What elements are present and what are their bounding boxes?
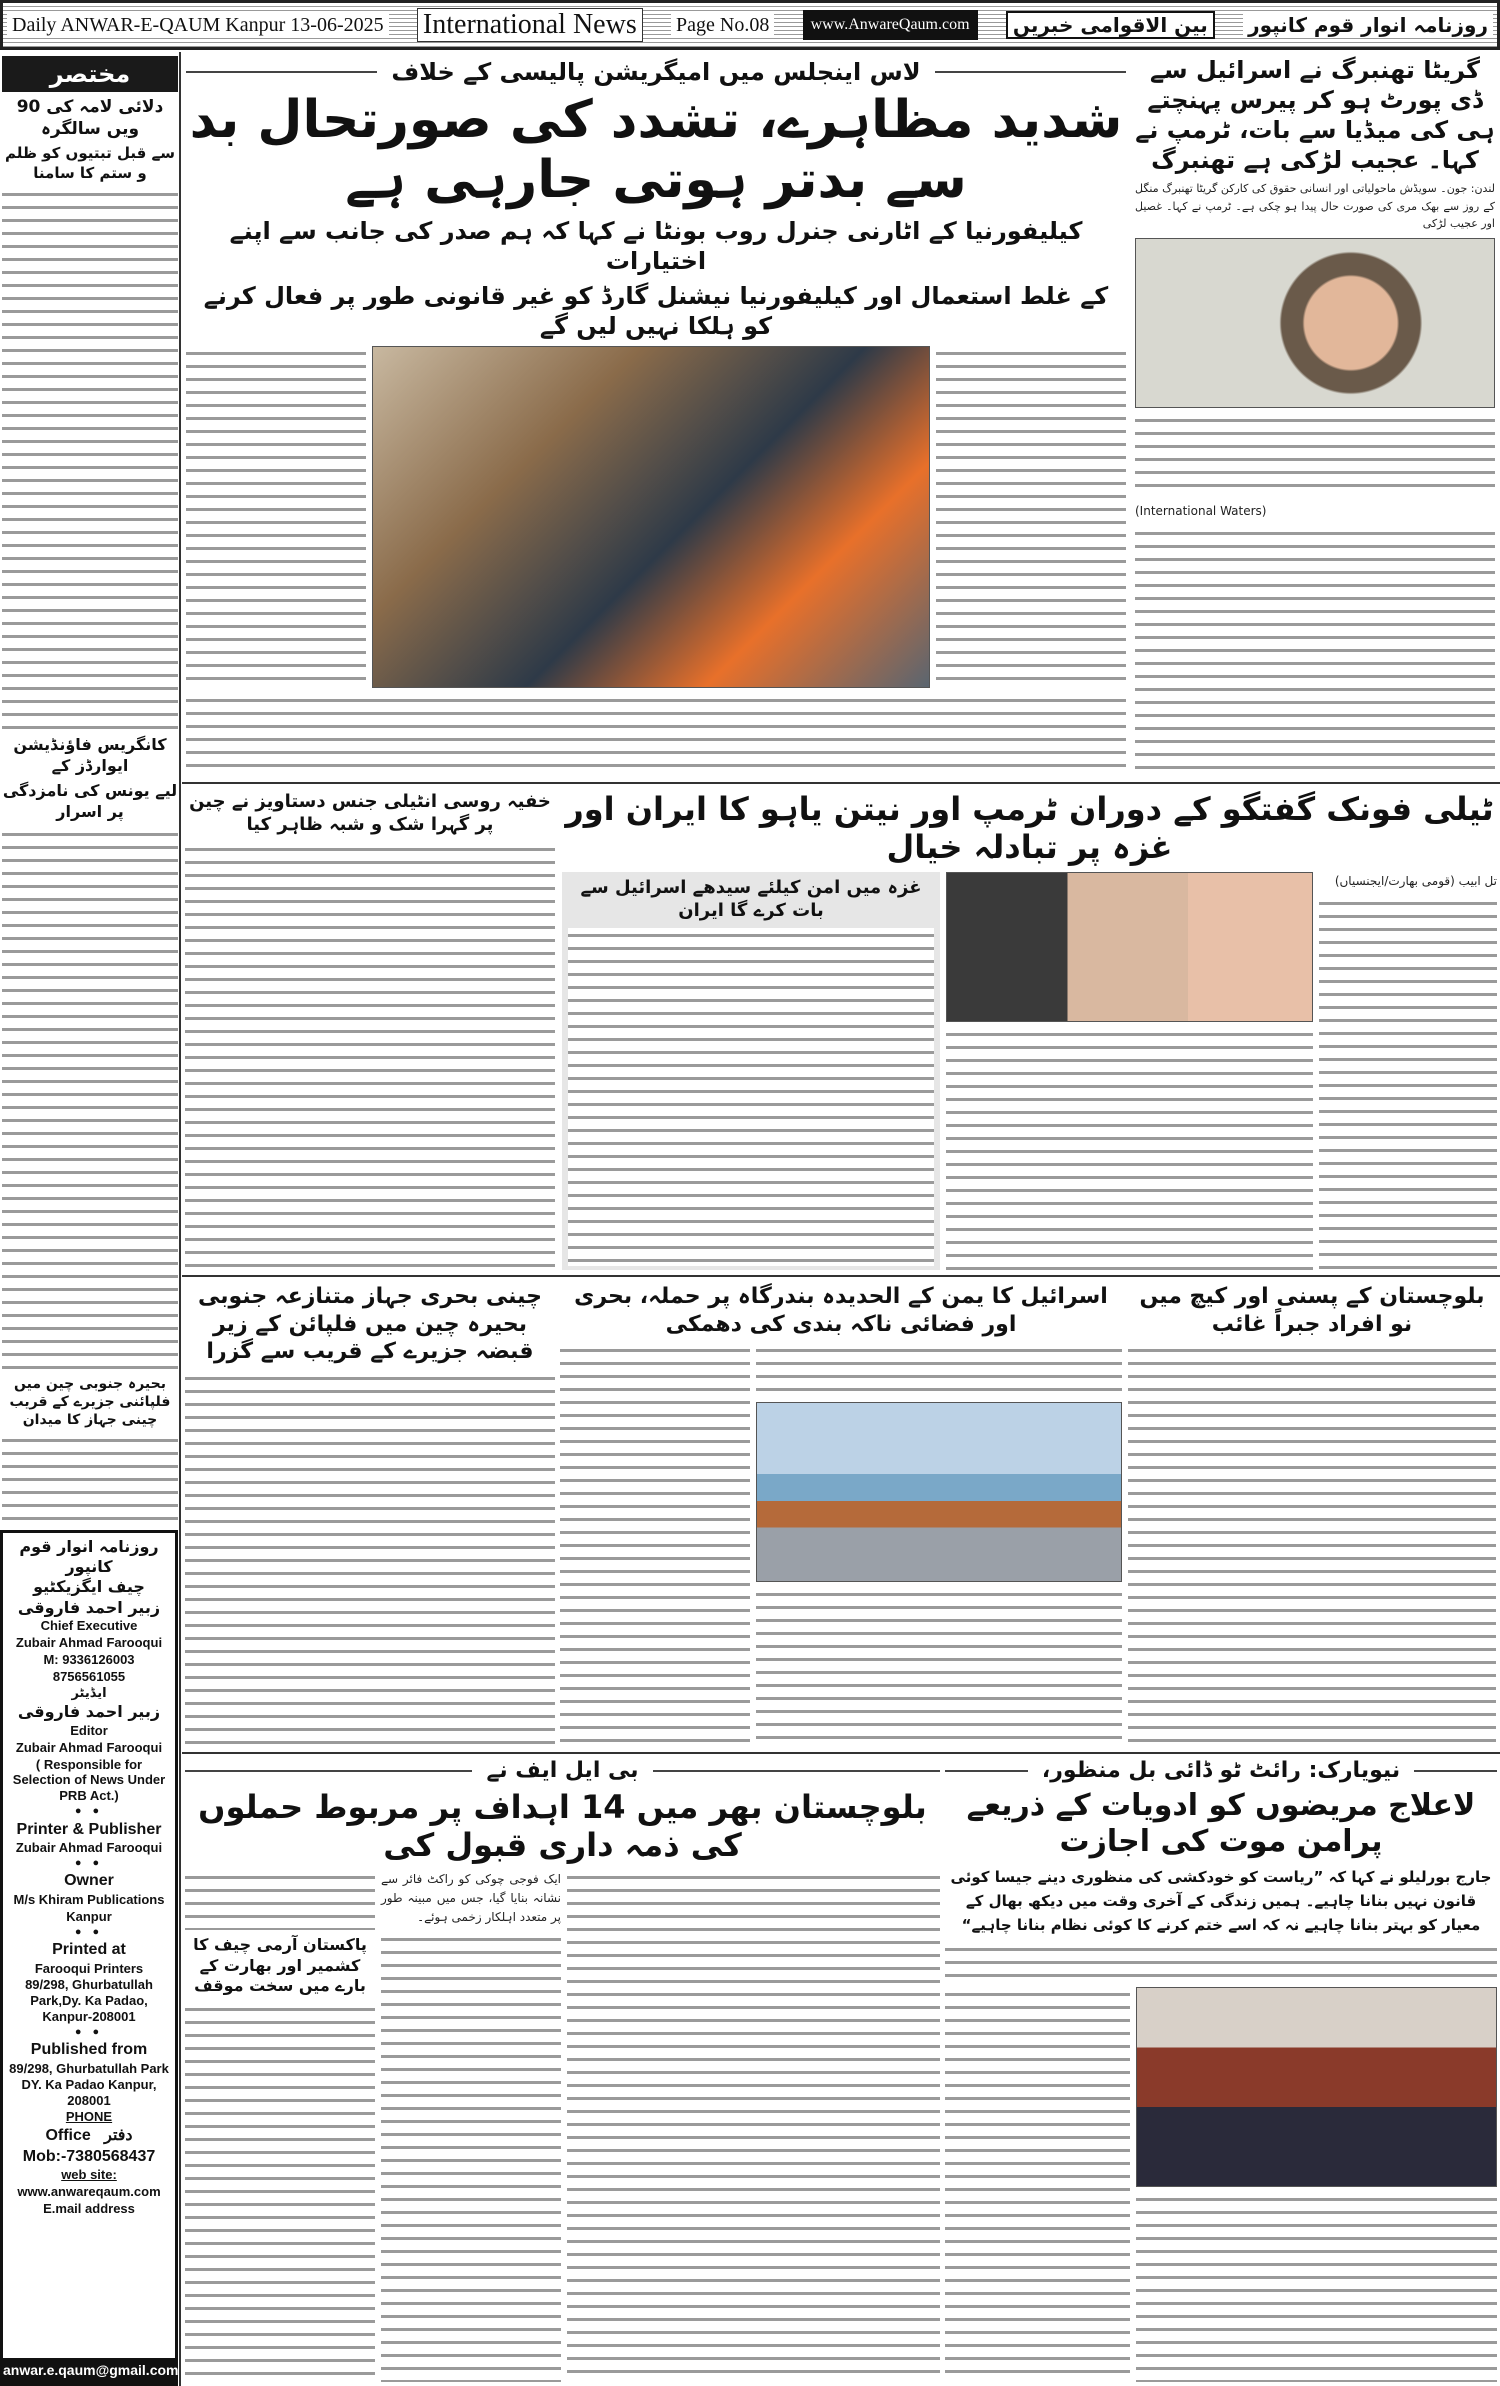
section-divider bbox=[182, 1275, 1500, 1277]
lead-deck-2: کے غلط استعمال اور کیلیفورنیا نیشنل گارڈ کو غیر قانونی طور پر فعال کرنے کو ہلکا نہیں لیں گے bbox=[203, 281, 1109, 340]
phonecall-dateline: تل ابیب (قومی بھارت/ایجنسیاں) bbox=[1334, 873, 1497, 888]
blf-left bbox=[185, 1870, 375, 2382]
brief-body-text-2 bbox=[2, 827, 178, 1371]
international-waters-text: (International Waters) bbox=[1135, 503, 1267, 518]
yemen-headline: اسرائیل کا یمن کے الحدیدہ بندرگاہ پر حملہ، بحری اور فضائی ناکہ بندی کی دھمکی bbox=[574, 1284, 1108, 1337]
lead-body-col-2 bbox=[186, 346, 366, 688]
printed-at-label: Printed at bbox=[52, 1941, 126, 1958]
blf-body-3 bbox=[185, 1870, 375, 1930]
office-label: Office bbox=[45, 2127, 91, 2145]
email-address[interactable]: anwar.e.qaum@gmail.com bbox=[3, 2358, 175, 2383]
balochistan-headline: بلوچستان کے پسنی اور کیچ میں نو افراد جبراً غائب bbox=[1139, 1284, 1485, 1337]
chief-executive-name: Zubair Ahmad Farooqui bbox=[15, 1634, 163, 1650]
ny-body-bottom bbox=[1136, 2192, 1497, 2382]
china-headline: چینی بحری جہاز متنازعہ جنوبی بحیرہ چین میں فلپائن کے زیر قبضہ جزیرے کے قریب سے گزرا bbox=[198, 1284, 542, 1364]
editor-name-urdu: زبیر احمد فاروقی bbox=[17, 1702, 161, 1722]
website-label: web site: bbox=[61, 2167, 117, 2183]
russia-story bbox=[185, 790, 555, 1268]
lead-body-bottom bbox=[186, 693, 1126, 776]
brief-subheadline: سے قبل تبتیوں کو ظلم و ستم کا سامنا bbox=[4, 144, 176, 182]
ny-right bbox=[1136, 1987, 1497, 2382]
yemen-body-col bbox=[560, 1343, 750, 1747]
phonecall-middle bbox=[946, 872, 1313, 1270]
brief-headline: دلائی لامہ کی 90 ویں سالگرہ bbox=[16, 97, 164, 140]
section-divider bbox=[182, 782, 1500, 784]
brief-title: مختصر bbox=[2, 56, 178, 92]
brief-body-text bbox=[2, 187, 178, 731]
separator-dots: ● ● bbox=[74, 1925, 104, 1938]
mobile-number: M: 9336126003 bbox=[43, 1651, 135, 1667]
lead-deck-1: کیلیفورنیا کے اٹارنی جنرل روب بونٹا نے کہا کہ ہم صدر کی جانب سے اپنے اختیارات bbox=[229, 216, 1083, 275]
yemen-right bbox=[756, 1343, 1122, 1747]
phonecall-row bbox=[562, 872, 1497, 1270]
greta-story bbox=[1135, 55, 1495, 777]
office-mobile: Mob:-7380568437 bbox=[22, 2147, 156, 2165]
chief-executive-urdu: چیف ایگزیکٹیو bbox=[33, 1577, 145, 1597]
section-title-urdu: بین الاقوامی خبریں bbox=[1006, 11, 1215, 39]
office-label-urdu: دفتر bbox=[104, 2127, 133, 2145]
phonecall-body-1 bbox=[1319, 896, 1497, 1270]
russia-body bbox=[185, 842, 555, 1268]
separator-dots: ● ● bbox=[74, 1805, 104, 1818]
published-from-label: Published from bbox=[30, 2041, 148, 2059]
balochistan-story bbox=[1128, 1283, 1496, 1747]
ny-body-col bbox=[945, 1987, 1130, 2382]
printer-name: Farooqui Printers bbox=[34, 1960, 144, 1976]
mobile-number-2: 8756561055 bbox=[52, 1668, 126, 1684]
website-link[interactable]: www.AnwareQaum.com bbox=[803, 10, 978, 40]
editor-label: Editor bbox=[70, 1722, 108, 1738]
brief-body-text-3 bbox=[2, 1433, 178, 1524]
lead-body-row bbox=[186, 346, 1126, 688]
phonecall-headline: ٹیلی فونک گفتگو کے دوران ٹرمپ اور نیتن یاہو کا ایران اور غزہ پر تبادلہ خیال bbox=[565, 790, 1494, 867]
ny-story bbox=[945, 1758, 1497, 2382]
blf-row bbox=[185, 1870, 940, 2382]
yemen-story bbox=[560, 1283, 1122, 1747]
blf-kicker: بی ایل ایف نے bbox=[185, 1758, 940, 1783]
owner-label: Owner bbox=[64, 1872, 114, 1890]
column-divider bbox=[179, 52, 181, 2386]
balochistan-body bbox=[1128, 1343, 1496, 1747]
blf-story bbox=[185, 1758, 940, 2382]
owner-name: M/s Khiram Publications bbox=[13, 1891, 165, 1907]
phonecall-story bbox=[562, 790, 1497, 1270]
prb-note: ( Responsible for Selection of News Under PRB Act.) bbox=[12, 1756, 166, 1804]
greta-lede: لندن: جون۔ سویڈش ماحولیاتی اور انسانی حقوق کی کارکن گریٹا تھنبرگ منگل کے روز سے بھک مری کی صورت حال پیدا ہو چکی ہے۔ ٹرمپ نے کہا۔ غصیل اور عجیب لڑکی bbox=[1135, 182, 1495, 231]
imprint-box bbox=[0, 1530, 178, 2386]
masthead-bar bbox=[0, 0, 1500, 50]
phonecall-right bbox=[1319, 872, 1497, 1270]
brief-headline-3: بحیرہ جنوبی چین میں فلپائنی جزیرے کے قریب چینی جہاز کا میدان bbox=[9, 1375, 171, 1429]
protest-photo bbox=[372, 346, 930, 688]
army-chief-headline: پاکستان آرمی چیف کا کشمیر اور بھارت کے بارے میں سخت موقف bbox=[193, 1934, 367, 1996]
yemen-row bbox=[560, 1343, 1122, 1747]
chief-executive-label: Chief Executive bbox=[40, 1618, 138, 1634]
greta-body-1 bbox=[1135, 413, 1495, 497]
lead-story bbox=[186, 58, 1126, 776]
yemen-body-bottom bbox=[756, 1587, 1122, 1748]
blf-middle bbox=[381, 1870, 561, 2382]
brief-headline-2-cont: لیے یونس کی نامزدگی پر اسرار bbox=[2, 780, 178, 821]
website-url[interactable]: www.anwareqaum.com bbox=[17, 2184, 161, 2200]
blf-headline: بلوچستان بھر میں 14 اہداف پر مربوط حملوں کی ذمہ داری قبول کی bbox=[198, 1788, 927, 1865]
phonecall-body-2 bbox=[946, 1027, 1313, 1270]
lead-body-col-1 bbox=[936, 346, 1126, 688]
printer-address: 89/298, Ghurbatullah Park,Dy. Ka Padao, Kanpur-208001 bbox=[25, 1977, 153, 2025]
port-photo bbox=[756, 1402, 1122, 1582]
iran-box bbox=[562, 872, 940, 1270]
ny-headline: لاعلاج مریضوں کو ادویات کے ذریعے پرامن موت کی اجازت bbox=[966, 1788, 1476, 1859]
greta-headline: گریٹا تھنبرگ نے اسرائیل سے ڈی پورٹ ہو کر پیرس پہنچتے ہی کی میڈیا سے بات، ٹرمپ نے کہا۔ عجیب لڑکی ہے تھنبرگ bbox=[1135, 56, 1495, 174]
ny-row bbox=[945, 1987, 1497, 2382]
blf-lede: ایک فوجی چوکی کو راکٹ فائر سے نشانہ بنایا گیا، جس میں مبینہ طور پر متعدد اہلکار زخمی ہوئے۔ bbox=[381, 1871, 561, 1925]
yemen-body-top bbox=[756, 1343, 1122, 1397]
lead-headline: شدید مظاہرے، تشدد کی صورتحال بد سے بدتر ہوتی جارہی ہے bbox=[189, 90, 1123, 210]
printer-publisher-name: Zubair Ahmad Farooqui bbox=[15, 1840, 163, 1856]
china-story bbox=[185, 1283, 555, 1747]
owner-city: Kanpur bbox=[66, 1908, 112, 1924]
iran-headline: غزہ میں امن کیلئے سیدھے اسرائیل سے بات کرے گا ایران bbox=[580, 876, 922, 922]
email-label: E.mail address bbox=[43, 2201, 135, 2217]
ny-body-top bbox=[945, 1942, 1497, 1982]
brief-headline-2: کانگریس فاؤنڈیشن ایوارڈز کے bbox=[13, 735, 167, 776]
greta-body-2 bbox=[1135, 526, 1495, 777]
phone-label: PHONE bbox=[65, 2109, 113, 2125]
editor-name: Zubair Ahmad Farooqui bbox=[15, 1739, 163, 1755]
blf-body-1 bbox=[567, 1870, 940, 2382]
name-urdu: زبیر احمد فاروقی bbox=[17, 1597, 161, 1617]
china-body bbox=[185, 1371, 555, 1748]
ny-deck: جارج بورلیلو نے کہا کہ ”ریاست کو خودکشی کی منظوری دینے جیسا کوئی قانون نہیں بنانا چاہیے۔ ہمیں زندگی کے آخری وقت میں دیکھ بھال کے معیار کو بہتر بنانا چاہیے نہ کہ اسے ختم کرنے کا کوئی نظام بنانا چاہیے“ bbox=[950, 1868, 1492, 1934]
army-chief-body bbox=[185, 2002, 375, 2382]
printer-publisher-label: Printer & Publisher bbox=[16, 1820, 162, 1838]
separator-dots: ● ● bbox=[74, 1856, 104, 1869]
lead-kicker: لاس اینجلس میں امیگریشن پالیسی کے خلاف bbox=[186, 58, 1126, 86]
imprint-logo: روزنامہ انوار قوم کانپور bbox=[19, 1537, 159, 1576]
ny-kicker: نیویارک: رائٹ ٹو ڈائی بل منظور، bbox=[945, 1758, 1497, 1783]
blf-body-2 bbox=[381, 1932, 561, 2382]
published-address: 89/298, Ghurbatullah Park DY. Ka Padao Kanpur, 208001 bbox=[9, 2060, 169, 2108]
page-number: Page No.08 bbox=[671, 14, 774, 37]
brief-column bbox=[2, 56, 178, 1524]
russia-headline: خفیہ روسی انٹیلی جنس دستاویز نے چین پر گہرا شک و شبہ ظاہر کیا bbox=[189, 791, 551, 836]
dateline: Daily ANWAR-E-QAUM Kanpur 13-06-2025 bbox=[7, 14, 389, 37]
separator-dots: ● ● bbox=[74, 2025, 104, 2038]
assembly-photo bbox=[1136, 1987, 1497, 2187]
greta-photo bbox=[1135, 238, 1495, 408]
editor-urdu: ایڈیٹر bbox=[71, 1685, 107, 1701]
newspaper-logo: روزنامہ انوار قوم کانپور bbox=[1243, 13, 1493, 37]
section-title: International News bbox=[417, 8, 643, 42]
leaders-photo bbox=[946, 872, 1313, 1022]
iran-body bbox=[568, 928, 934, 1266]
section-divider bbox=[182, 1752, 1500, 1754]
